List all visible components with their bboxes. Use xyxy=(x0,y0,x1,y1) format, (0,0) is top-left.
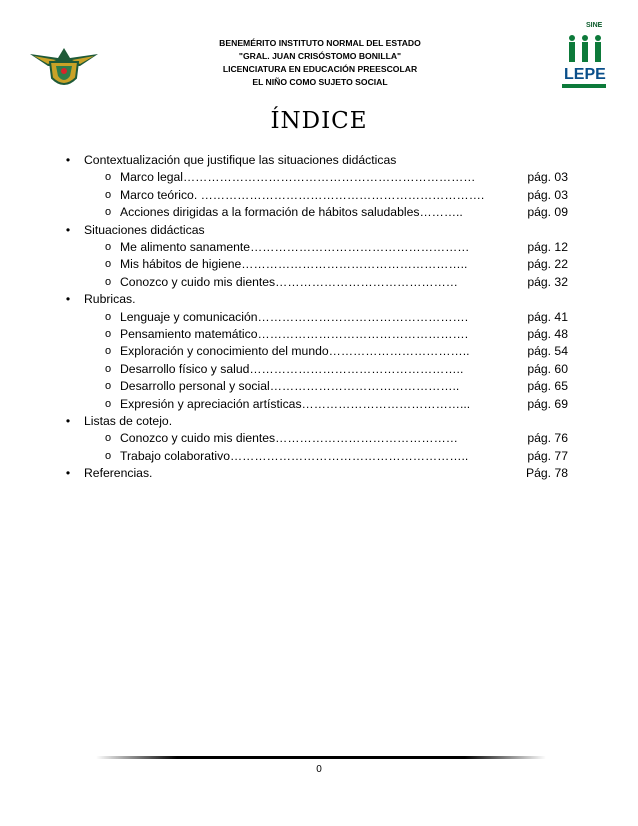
toc-entry xyxy=(0,238,638,256)
institution-header xyxy=(150,37,490,89)
toc-section xyxy=(0,221,638,239)
circle-bullet-icon: o xyxy=(104,188,112,201)
sine-label: SINE xyxy=(586,22,603,29)
toc-text: Contextualización que justifique las situaciones didácticas xyxy=(84,153,397,167)
toc-page: pág. 60 xyxy=(527,361,568,376)
toc-entry xyxy=(0,447,638,465)
circle-bullet-icon: o xyxy=(104,397,112,410)
circle-bullet-icon: o xyxy=(104,362,112,375)
toc-text: Marco legal……………………………………………………………… xyxy=(120,170,476,185)
toc-entry xyxy=(0,395,638,413)
bullet-icon: • xyxy=(65,414,71,428)
circle-bullet-icon: o xyxy=(104,328,112,340)
toc-text: Trabajo colaborativo………………………………………………….. xyxy=(120,448,469,463)
circle-bullet-icon: o xyxy=(104,310,112,323)
footer-divider xyxy=(96,756,546,759)
toc-entry xyxy=(0,273,638,291)
toc-page: pág. 77 xyxy=(527,448,568,463)
toc-text: Desarrollo personal y social……………………………………….. xyxy=(120,379,460,394)
header-line: LICENCIATURA EN EDUCACIÓN PREESCOLAR xyxy=(222,64,418,74)
toc-entry xyxy=(0,308,638,326)
circle-bullet-icon: o xyxy=(104,171,112,184)
toc-text: Marco teórico. ……………………………………………………………. xyxy=(120,187,485,202)
toc-text: Desarrollo físico y salud…………………………………………….. xyxy=(120,361,464,376)
bullet-icon: • xyxy=(65,466,71,481)
toc-section xyxy=(0,412,638,430)
toc-entry xyxy=(0,255,638,273)
toc-page: pág. 22 xyxy=(527,257,568,272)
toc-page: Pág. 78 xyxy=(525,466,568,481)
toc-text: Listas de cotejo. xyxy=(84,414,173,428)
toc-text: Conozco y cuido mis dientes……………………………………… xyxy=(120,274,458,289)
toc-text: Conozco y cuido mis dientes……………………………………… xyxy=(120,431,458,446)
toc-page: pág. 41 xyxy=(527,309,568,324)
toc-text: Acciones dirigidas a la formación de hábitos saludables……….. xyxy=(120,205,463,220)
circle-bullet-icon: o xyxy=(104,258,112,271)
toc-section xyxy=(0,151,638,169)
bullet-icon: • xyxy=(65,222,71,237)
toc-text: Expresión y apreciación artísticas…………………………………... xyxy=(120,396,471,411)
toc-page: pág. 03 xyxy=(527,170,568,185)
toc-entry xyxy=(0,325,638,343)
toc-page: pág. 12 xyxy=(527,240,568,254)
toc-text: Exploración y conocimiento del mundo…………………………….. xyxy=(120,344,470,359)
page-number: 0 xyxy=(316,764,322,775)
toc-entry xyxy=(0,429,638,447)
toc-text: Lenguaje y comunicación……………………………………………. xyxy=(120,309,469,324)
toc-entry xyxy=(0,342,638,360)
toc-page: pág. 69 xyxy=(527,396,568,411)
toc-page: pág. 48 xyxy=(527,327,568,341)
circle-bullet-icon: o xyxy=(104,432,112,445)
bullet-icon: • xyxy=(65,292,71,307)
toc-text: Rubricas. xyxy=(84,292,136,307)
header-line: BENEMÉRITO INSTITUTO NORMAL DEL ESTADO xyxy=(219,38,421,48)
toc-entry xyxy=(0,360,638,378)
toc-text: Situaciones didácticas xyxy=(84,222,205,237)
toc-text: Pensamiento matemático……………………………………………. xyxy=(120,327,469,341)
toc-page: pág. 03 xyxy=(527,187,568,202)
header-line: EL NIÑO COMO SUJETO SOCIAL xyxy=(252,77,388,87)
logo-band xyxy=(562,84,606,88)
circle-bullet-icon: o xyxy=(104,449,112,462)
toc-entry xyxy=(0,203,638,221)
bullet-icon: • xyxy=(65,153,71,167)
lepe-logo xyxy=(560,22,608,92)
toc-entry xyxy=(0,168,638,186)
toc-page: pág. 54 xyxy=(527,344,568,359)
toc-page: pág. 09 xyxy=(527,205,568,220)
toc-text: Mis hábitos de higiene……………………………………………….. xyxy=(120,257,468,272)
page-title: ÍNDICE xyxy=(270,108,368,134)
toc-page: pág. 76 xyxy=(527,431,568,446)
people-figures-icon xyxy=(564,34,606,64)
circle-bullet-icon: o xyxy=(104,345,112,358)
circle-bullet-icon: o xyxy=(104,241,112,253)
eagle-crest-icon xyxy=(28,40,100,92)
toc-section xyxy=(0,290,638,308)
toc-entry xyxy=(0,186,638,204)
toc-text: Me alimento sanamente……………………………………………… xyxy=(120,240,470,254)
toc-text: Referencias. xyxy=(84,466,153,481)
circle-bullet-icon: o xyxy=(104,275,112,288)
toc-page: pág. 32 xyxy=(527,274,568,289)
toc-section xyxy=(0,464,638,482)
lepe-brand: LEPE xyxy=(564,66,606,86)
toc-page: pág. 65 xyxy=(527,379,568,394)
toc-entry xyxy=(0,377,638,395)
header-line: "GRAL. JUAN CRISÓSTOMO BONILLA" xyxy=(238,51,402,61)
circle-bullet-icon: o xyxy=(104,206,112,219)
circle-bullet-icon: o xyxy=(104,380,112,393)
